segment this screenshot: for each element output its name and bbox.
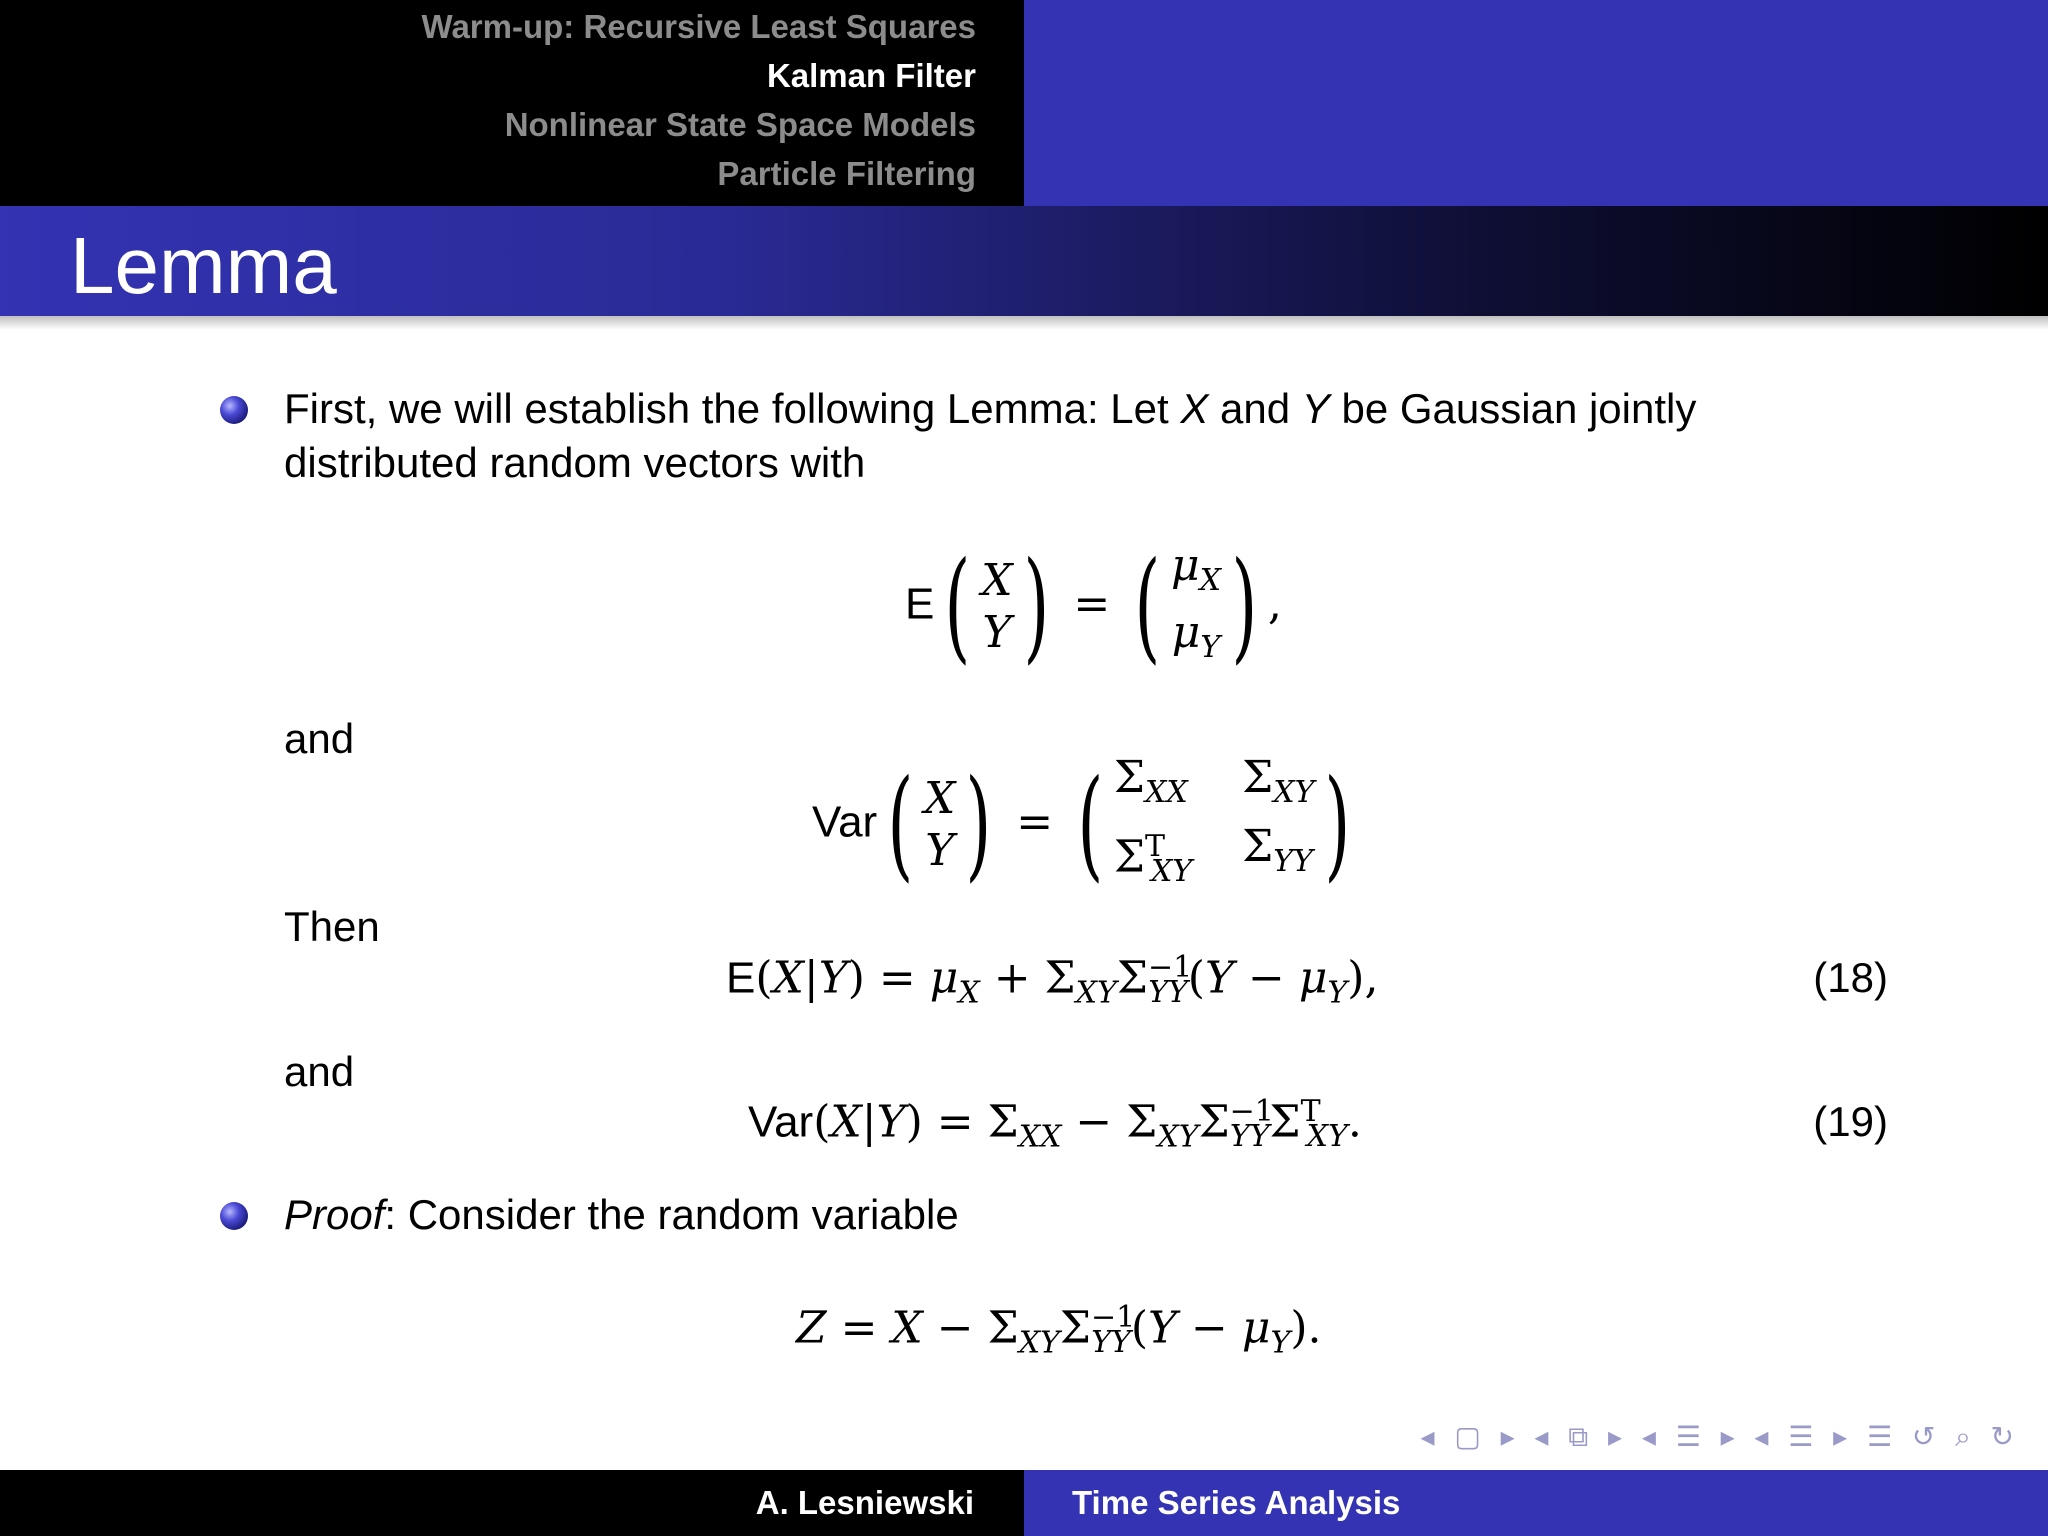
- footer-title: Time Series Analysis: [1072, 1484, 1401, 1521]
- bullet-icon: [220, 1202, 248, 1230]
- frame-title-bar: [0, 206, 2048, 316]
- text-and-2: and: [284, 1048, 355, 1095]
- nav-right-panel: [1024, 0, 2048, 206]
- nav-section-particle[interactable]: Particle Filtering: [717, 155, 976, 192]
- equation-18-number: (18): [1813, 954, 1888, 1001]
- bullet-icon: [220, 396, 248, 424]
- bullet2-text: [284, 1188, 959, 1242]
- nav-section-rls[interactable]: Warm-up: Recursive Least Squares: [421, 8, 976, 45]
- text-then: Then: [284, 903, 380, 950]
- bullet2-rest: : Consider the random variable: [384, 1191, 959, 1238]
- proof-emphasis: Proof: [284, 1191, 385, 1238]
- equation-19: $Var(X|Y) = \Sigma_{XX} - \Sigma_{XY}\Sigma^{-1}_{YY}\Sigma^T_{XY}$.: [748, 1094, 1362, 1155]
- frame-title: Lemma: [70, 221, 337, 310]
- text-and-1: and: [284, 715, 355, 762]
- equation-18: $E(X|Y) = \mu_X + \Sigma_{XY}\Sigma^{-1}_{YY}(Y - \mu_Y)$,: [726, 950, 1379, 1011]
- equation-variance: Var( X Y) = ( $\Sigma_{XX}$ $\Sigma_{XY}$ $\Sigma^T_{XY}$ $\Sigma_{YY}$ ): [812, 752, 1351, 895]
- footer-left-panel: [0, 1470, 1024, 1536]
- equation-mean: E( X Y) = ( $\mu_X$ $\mu_Y$) ,: [905, 536, 1282, 676]
- bullet1-line2: distributed random vectors with: [284, 439, 866, 486]
- beamer-navigation-icons[interactable]: ◂ ▢ ▸ ◂ ⧉ ▸ ◂ ☰ ▸ ◂ ☰ ▸ ☰ ↺ ⌕ ↻: [1420, 1421, 2020, 1452]
- nav-section-kalman[interactable]: Kalman Filter: [766, 57, 976, 94]
- bullet1-line1: First, we will establish the following Lemma: Let X and Y be Gaussian jointly: [284, 385, 1697, 432]
- title-shadow: [0, 316, 2048, 330]
- equation-z: $Z = X - \Sigma_{XY}\Sigma^{-1}_{YY}(Y - \mu_Y)$.: [796, 1300, 1322, 1361]
- equation-19-number: (19): [1813, 1098, 1888, 1145]
- footer-author: A. Lesniewski: [755, 1484, 974, 1521]
- footer-right-panel: [1024, 1470, 2048, 1536]
- nav-section-nonlinear[interactable]: Nonlinear State Space Models: [504, 106, 976, 143]
